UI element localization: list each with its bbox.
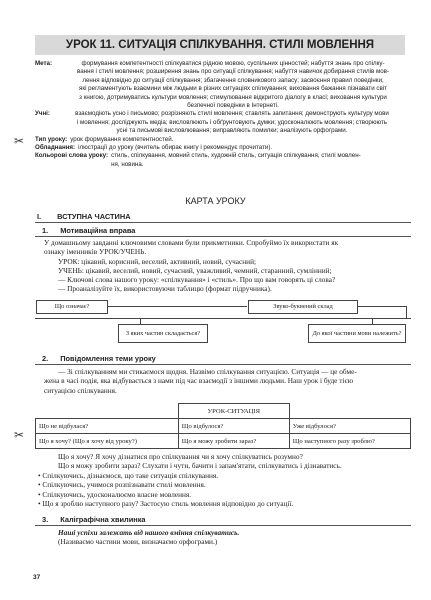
after-table-text: [58, 461, 410, 470]
diagram-box-meaning: Що означає?: [36, 300, 108, 314]
table-cell: Що я можу зробити зараз?: [178, 434, 289, 449]
section-1: [42, 226, 135, 235]
diagram-connector: [406, 306, 407, 318]
text-line: УРОК: цікавий, корисний, веселий, активний, новий, сучасний;: [58, 256, 257, 266]
section-part1-label: ВСТУПНА ЧАСТИНА: [57, 212, 131, 221]
meta-type-label: Тип уроку:: [35, 135, 68, 143]
calligraphy-text: [58, 528, 410, 547]
text-line: УЧЕНЬ: цікавий, веселий, новий, сучасний, уважливий, чемний, старанний, сумлінний;: [58, 265, 332, 275]
diagram-box-parts: З яких частин складається?: [118, 324, 208, 343]
card-title: КАРТА УРОКУ: [185, 196, 246, 206]
section-3-num: 3.: [42, 515, 49, 524]
section-1-label: Мотиваційна вправа: [60, 226, 136, 235]
meta-goal-line: формування компетентності спілкуватися рідною мовою, суспільних цінностей; набуття знань про спілку-: [81, 60, 385, 67]
section-3-label: Каліграфічна хвилинка: [60, 515, 146, 524]
diagram-box-sound: Звуко-буквений склад: [248, 300, 358, 314]
calligraphy-sentence: Наші успіхи залежать від нашого вміння спілкуватись.: [58, 528, 240, 537]
meta-equipment-label: Обладнання:: [35, 144, 76, 152]
meta-goal-line: з книгою, дотримуватись культури мовлення; стимулювання відкритого діалогу в класі; виховання культури: [79, 93, 387, 101]
table-cell: Що я хочу? (Що я хочу від уроку?): [36, 434, 179, 449]
meta-goal-line: лення відповідно до ситуації спілкування; збагачення словникового запасу; засвоєння правил поведінки,: [82, 76, 384, 84]
text-line: ситуацією спілкування.: [44, 385, 117, 395]
table-row: [36, 419, 411, 434]
diagram-connector: [107, 306, 247, 307]
meta-students-line: усні та письмові висловлювання; виправляють помилки; аналізують орфограми.: [116, 127, 348, 135]
meta-goal-line: безпечної поведінки в Інтернеті.: [187, 102, 279, 110]
section-2-label: Повідомлення теми уроку: [60, 354, 156, 363]
text-line: Що я хочу? Я хочу дізнатися про спілкування чи я хочу спілкуватись розумно?: [58, 452, 303, 461]
meta-goal-label: Мета:: [35, 60, 53, 67]
motivation-text: [44, 238, 410, 294]
diagram-connector: [357, 306, 407, 307]
list-item: • Спілкуючись, дізнаємося, що таке ситуація спілкування.: [38, 471, 219, 480]
table-row: [36, 404, 411, 419]
list-item: • Спілкуючись, учимося розпізнавати стилі мовлення.: [38, 480, 206, 490]
meta-students-line: і мовлення; досліджують медіа; висловлюють і обґрунтовують думки; удосконалюють мовлення; створюють: [76, 118, 388, 126]
meta-equipment: [35, 144, 411, 152]
meta-colored-words: [35, 152, 411, 169]
page-number: 37: [33, 574, 41, 581]
meta-type: [35, 136, 411, 144]
section-part1-num: I.: [37, 212, 42, 221]
text-line: Що я можу зробити зараз? Слухати і чути, бачити і запам'ятати, спілкуватись і дізнаватись.: [58, 461, 342, 470]
table-header: УРОК-СИТУАЦІЯ: [178, 404, 289, 419]
after-table-text: [58, 452, 410, 461]
meta-colored-words-label: Кольорові слова уроку:: [35, 152, 109, 160]
meta-type-text: урок формування компетентностей.: [70, 135, 174, 143]
table-row: [36, 434, 411, 449]
meta-students: [35, 110, 411, 135]
text-line: (Називаємо частини мови, визначаємо орфограми.): [58, 537, 218, 547]
diagram-baseline: [35, 318, 411, 319]
divider: [35, 525, 411, 526]
meta-goal-line: вання і стилі мовлення; розширення знань про ситуації спілкування; набуття навичок добирання стилів мов-: [77, 68, 390, 76]
text-line: — Ключові слова нашого уроку: «спілкування» і «стиль». Про що вам говорять ці слова?: [58, 275, 336, 285]
meta-colored-words-line: стиль, спілкування, мовний стиль, художній стиль, ситуація спілкування, стилі мовлен-: [111, 152, 361, 160]
list-item: • Що я зроблю наступного разу? Застосую стиль мовлення відповідно до ситуації.: [38, 499, 294, 509]
meta-colored-words-line: ня, новина.: [111, 160, 144, 168]
list-item: • Спілкуючись, удосконалюємо власне мовлення.: [38, 489, 192, 499]
table-cell: Що не відбулася?: [36, 419, 179, 434]
text-line: — Зі спілкуванням ми стикаємося щодня. Назвімо спілкування ситуацією. Ситуація — це обме-: [58, 367, 357, 376]
text-line: ознаку іменників УРОК/УЧЕНЬ.: [44, 247, 147, 257]
topic-text: [44, 367, 410, 395]
text-line: жена в часі подія, яка відбувається з нами під час взаємодії з іншими людьми. Наш урок і буде тією: [44, 376, 354, 386]
scissors-icon: ✂: [14, 428, 25, 442]
section-2-num: 2.: [42, 354, 49, 363]
meta-goal-line: які регламентують взаємини між людьми в різних ситуаціях спілкування; виховання бажання пізнавати світ: [79, 85, 388, 93]
section-1-num: 1.: [42, 226, 49, 235]
meta-equipment-text: ілюстрації до уроку (вчитель обирає книгу і рекомендує прочитати).: [78, 144, 273, 152]
situation-table: [35, 403, 411, 449]
table-cell: Що наступного разу зроблю?: [289, 434, 410, 449]
diagram-box-part-of-speech: До якої частини мови належить?: [308, 324, 406, 343]
section-3: [42, 515, 146, 524]
table-cell: Уже відбулося?: [289, 419, 410, 434]
meta-students-line: взаємодіють усно і письмово; розрізняють стилі мовлення; ставлять запитання; демонструють культуру мови: [75, 110, 389, 118]
divider: [35, 236, 411, 237]
lesson-meta: [35, 60, 411, 169]
table-cell: Що відбулося?: [178, 419, 289, 434]
meta-goal: [35, 60, 411, 110]
text-line: — Проаналізуйте їх, використовуючи таблицю (формат підручника).: [58, 284, 272, 294]
section-2: [42, 354, 156, 363]
meta-students-label: Учні:: [35, 110, 50, 118]
bullet-list: [38, 471, 410, 509]
text-line: У домашньому завданні ключовими словами були прикметники. Спробуймо їх використати як: [44, 238, 339, 247]
lesson-title: УРОК 11. СИТУАЦІЯ СПІЛКУВАННЯ. СТИЛІ МОВЛЕННЯ: [35, 35, 405, 55]
divider: [35, 364, 411, 365]
divider: [35, 222, 411, 223]
scissors-icon: ✂: [14, 134, 25, 148]
section-part1: [37, 212, 131, 221]
